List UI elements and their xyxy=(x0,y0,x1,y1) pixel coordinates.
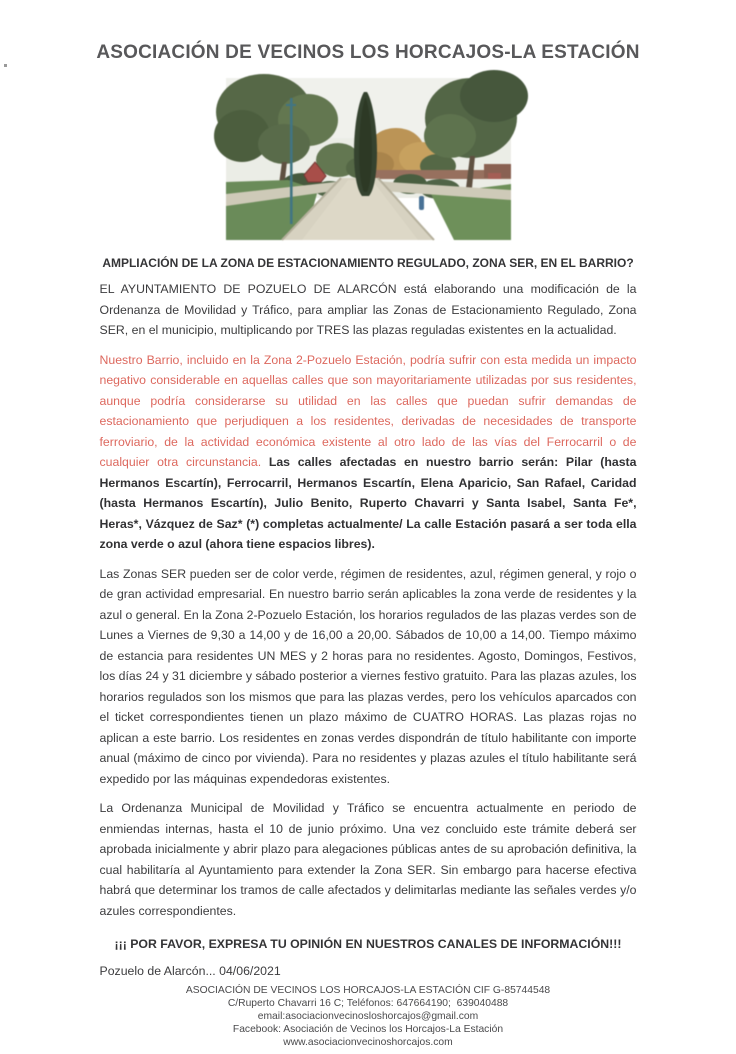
footer-website: www.asociacionvecinoshorcajos.com xyxy=(283,1037,453,1048)
dateline: Pozuelo de Alarcón... 04/06/2021 xyxy=(99,964,281,978)
park-photo xyxy=(226,78,511,240)
impact-paragraph xyxy=(100,350,637,555)
call-to-action: ¡¡¡ POR FAVOR, EXPRESA TU OPINIÓN EN NUESTROS CANALES DE INFORMACIÓN!!! xyxy=(114,937,622,951)
footer-address-phones: C/Ruperto Chavarri 16 C; Teléfonos: 647664190; 639040488 xyxy=(227,998,509,1009)
footer xyxy=(0,984,736,1049)
scanned-document-page xyxy=(0,42,736,1054)
zones-paragraph xyxy=(100,564,637,790)
section-heading: AMPLIACIÓN DE LA ZONA DE ESTACIONAMIENTO REGULADO, ZONA SER, EN EL BARRIO? xyxy=(102,256,634,270)
intro-paragraph xyxy=(100,279,637,341)
park-photo-svg xyxy=(226,78,511,240)
document-title: ASOCIACIÓN DE VECINOS LOS HORCAJOS-LA ESTACIÓN xyxy=(96,42,640,63)
affected-streets-text: Las calles afectadas en nuestro barrio serán: Pilar (hasta Hermanos Escartín), Ferrocarril, Hermanos Escartín, Elena Aparicio, San Rafael, Caridad (hasta Hermanos Escartín), Julio Benito, Ruperto Chavarri y Santa Isabel, Santa Fe*, Heras*, Vázquez de Saz* (*) completas actualmente/ La calle Estación pasará a ser toda ella zona verde o azul (ahora tiene espacios libres). xyxy=(99,455,637,551)
footer-facebook: Facebook: Asociación de Vecinos los Horcajos-La Estación xyxy=(232,1024,504,1035)
pedestrian-figure xyxy=(419,196,424,210)
intro-text: EL AYUNTAMIENTO DE POZUELO DE ALARCÓN está elaborando una modificación de la Ordenanza de Movilidad y Tráfico, para ampliar las Zonas de Estacionamiento Regulado, Zona SER, en el municipio, multiplicando por TRES las plazas reguladas existentes en la actualidad. xyxy=(99,282,637,337)
document-body xyxy=(100,256,637,978)
ordinance-paragraph xyxy=(100,798,637,921)
footer-org-line: ASOCIACIÓN DE VECINOS LOS HORCAJOS-LA ESTACIÓN CIF G-85744548 xyxy=(185,985,551,996)
zones-text: Las Zonas SER pueden ser de color verde, régimen de residentes, azul, régimen general, y rojo o de gran actividad empresarial. En nuestro barrio serán aplicables la zona verde de residentes y la azul o general. En la Zona 2-Pozuelo Estación, los horarios regulados de las plazas verdes son de Lunes a Viernes de 9,30 a 14,00 y de 16,00 a 20,00. Sábados de 10,00 a 14,00. Tiempo máximo de estancia para residentes UN MES y 2 horas para no residentes. Agosto, Domingos, Festivos, los días 24 y 31 diciembre y sábado posterior a viernes festivo gratuito. Para las plazas azules, los horarios regulados son los mismos que para las plazas verdes, pero los vehículos aparcados con el ticket correspondientes tienen un plazo máximo de CUATRO HORAS. Las plazas rojas no aplican a este barrio. Los residentes en zonas verdes dispondrán de título habilitante con importe anual (máximo de cinco por vivienda). Para no residentes y plazas azules el título habilitante será expedido por las máquinas expendedoras existentes. xyxy=(99,566,637,786)
ordinance-text: La Ordenanza Municipal de Movilidad y Tráfico se encuentra actualmente en periodo de enmiendas internas, hasta el 10 de junio próximo. Una vez concluido este trámite deberá ser aprobada inicialmente y abrir plazo para alegaciones públicas antes de su aprobación definitiva, la cual habilitaría al Ayuntamiento para extender la Zona SER. Sin embargo para hacerse efectiva habrá que determinar los tramos de calle afectados y delimitarlas mediante las señales verdes y/o azules correspondientes. xyxy=(99,801,637,918)
impact-red-text: Nuestro Barrio, incluido en la Zona 2-Pozuelo Estación, podría sufrir con esta medida un impacto negativo considerable en aquellas calles que son mayoritariamente utilizadas por sus residentes, aunque podría considerarse su utilidad en las calles que puedan sufrir demandas de estacionamiento que perjudiquen a los residentes, derivadas de necesidades de transporte ferroviario, de la actividad económica existente al otro lado de las vías del Ferrocarril o de cualquier otra circunstancia. xyxy=(99,352,637,469)
footer-email: email:asociacionvecinosloshorcajos@gmail.com xyxy=(257,1011,479,1022)
parked-car xyxy=(488,173,501,179)
scan-speck xyxy=(4,64,7,67)
